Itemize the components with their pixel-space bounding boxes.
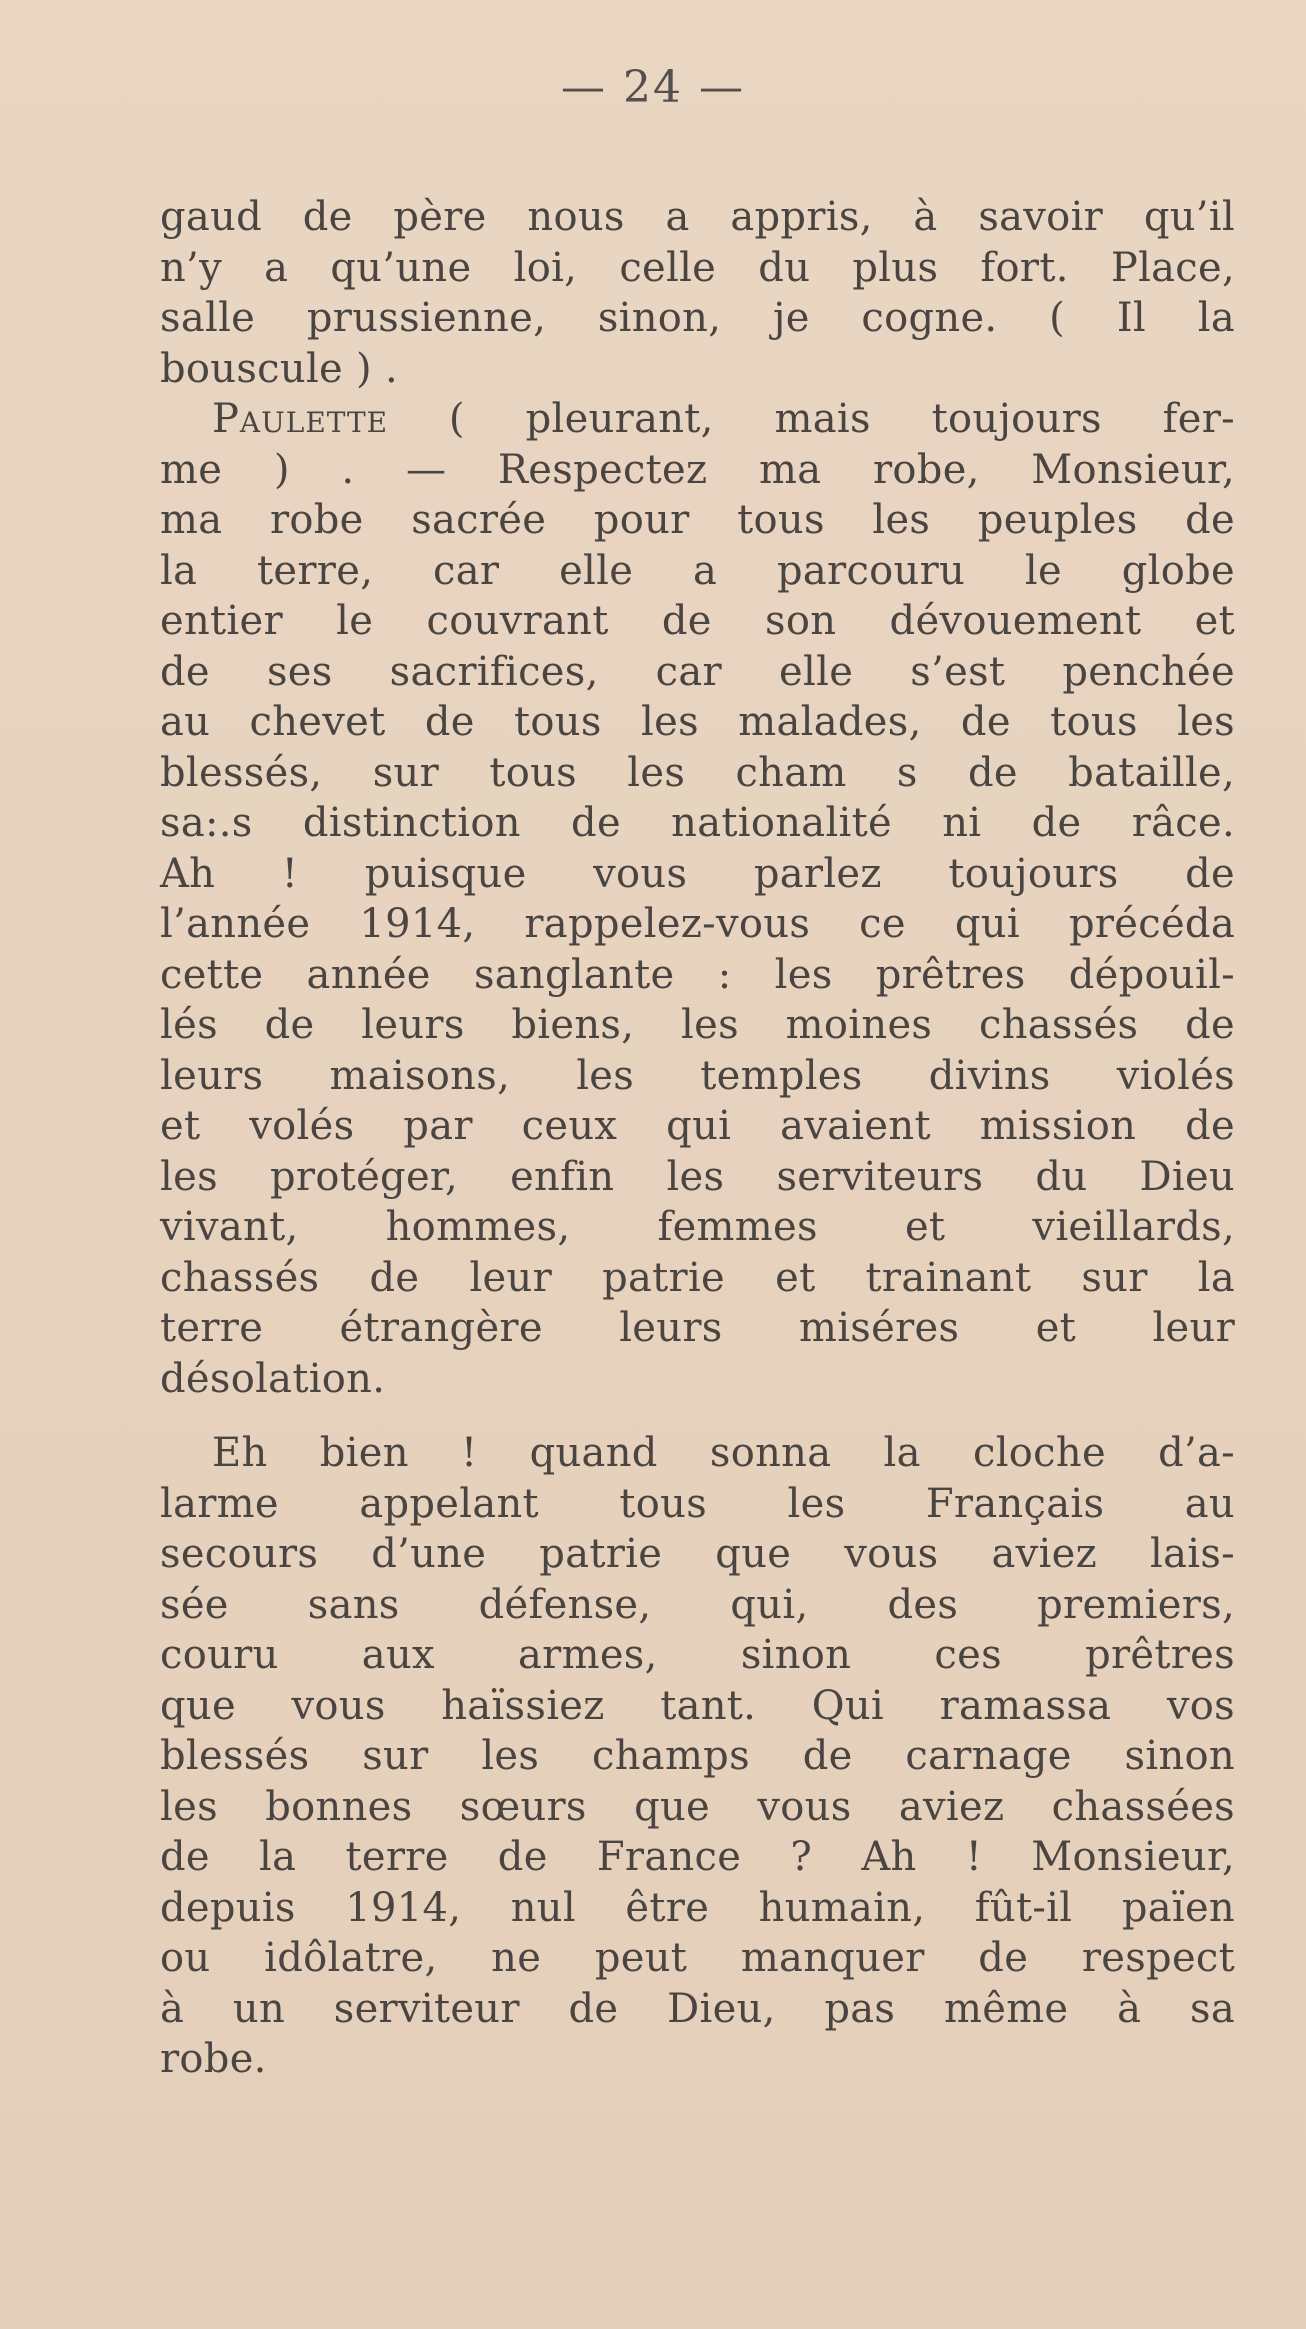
text-line: Eh bien ! quand sonna la cloche d’a- bbox=[212, 1430, 1235, 1476]
text-line: cette année sanglante : les prêtres dépouil- bbox=[160, 951, 1235, 998]
body-text bbox=[160, 192, 1235, 2085]
text-line: et volés par ceux qui avaient mission de bbox=[160, 1103, 1235, 1149]
text-line: les protéger, enfin les serviteurs du Dieu bbox=[160, 1153, 1235, 1200]
text-line: bouscule ) . bbox=[160, 345, 398, 392]
text-line: gaud de père nous a appris, à savoir qu’il bbox=[160, 194, 1235, 240]
text-line: leurs maisons, les temples divins violés bbox=[160, 1052, 1235, 1099]
text-line: Ah ! puisque vous parlez toujours de bbox=[160, 850, 1235, 897]
text-line: ma robe sacrée pour tous les peuples de bbox=[160, 497, 1235, 543]
text-line: larme appelant tous les Français au bbox=[160, 1480, 1235, 1527]
text-line: que vous haïssiez tant. Qui ramassa vos bbox=[160, 1682, 1235, 1729]
text-line: couru aux armes, sinon ces prêtres bbox=[160, 1632, 1235, 1678]
text-line: la terre, car elle a parcouru le globe bbox=[160, 547, 1235, 594]
text-line: terre étrangère leurs miséres et leur bbox=[160, 1305, 1235, 1351]
text-line: blessés sur les champs de carnage sinon bbox=[160, 1733, 1235, 1779]
text-line: salle prussienne, sinon, je cogne. ( Il la bbox=[160, 295, 1235, 341]
paragraph-2 bbox=[160, 394, 1235, 1404]
text-line: à un serviteur de Dieu, pas même à sa bbox=[160, 1985, 1235, 2032]
text-line: désolation. bbox=[160, 1355, 386, 1402]
text-line: ou idôlatre, ne peut manquer de respect bbox=[160, 1935, 1235, 1981]
text-line: entier le couvrant de son dévouement et bbox=[160, 598, 1235, 644]
text-line: lés de leurs biens, les moines chassés de bbox=[160, 1002, 1235, 1048]
paragraph-3 bbox=[160, 1428, 1235, 2085]
text-line: au chevet de tous les malades, de tous les bbox=[160, 699, 1235, 745]
text-line: depuis 1914, nul être humain, fût-il païen bbox=[160, 1884, 1235, 1931]
text-line: blessés, sur tous les cham s de bataille, bbox=[160, 749, 1235, 796]
text-line: sée sans défense, qui, des premiers, bbox=[160, 1581, 1235, 1628]
text-line: vivant, hommes, femmes et vieillards, bbox=[160, 1204, 1235, 1250]
text-line: n’y a qu’une loi, celle du plus fort. Place, bbox=[160, 244, 1235, 291]
text-line: robe. bbox=[160, 2036, 267, 2082]
paragraph-1 bbox=[160, 192, 1235, 394]
text-line: de la terre de France ? Ah ! Monsieur, bbox=[160, 1834, 1235, 1880]
text-line: sa:.s distinction de nationalité ni de râce. bbox=[160, 800, 1235, 846]
text-line-with-speaker bbox=[160, 394, 1235, 445]
text-line: de ses sacrifices, car elle s’est penchée bbox=[160, 648, 1235, 695]
paragraph-spacer bbox=[160, 1404, 1235, 1428]
text-line: ( pleurant, mais toujours fer- bbox=[448, 396, 1235, 442]
text-line: me ) . — Respectez ma robe, Monsieur, bbox=[160, 446, 1235, 493]
speaker-name: Paulette bbox=[212, 396, 389, 442]
page-number: — 24 — bbox=[561, 62, 745, 113]
text-line: chassés de leur patrie et trainant sur la bbox=[160, 1254, 1235, 1301]
text-line: secours d’une patrie que vous aviez lais- bbox=[160, 1531, 1235, 1577]
text-line: l’année 1914, rappelez-vous ce qui précéda bbox=[160, 901, 1235, 947]
text-line: les bonnes sœurs que vous aviez chassées bbox=[160, 1783, 1235, 1830]
